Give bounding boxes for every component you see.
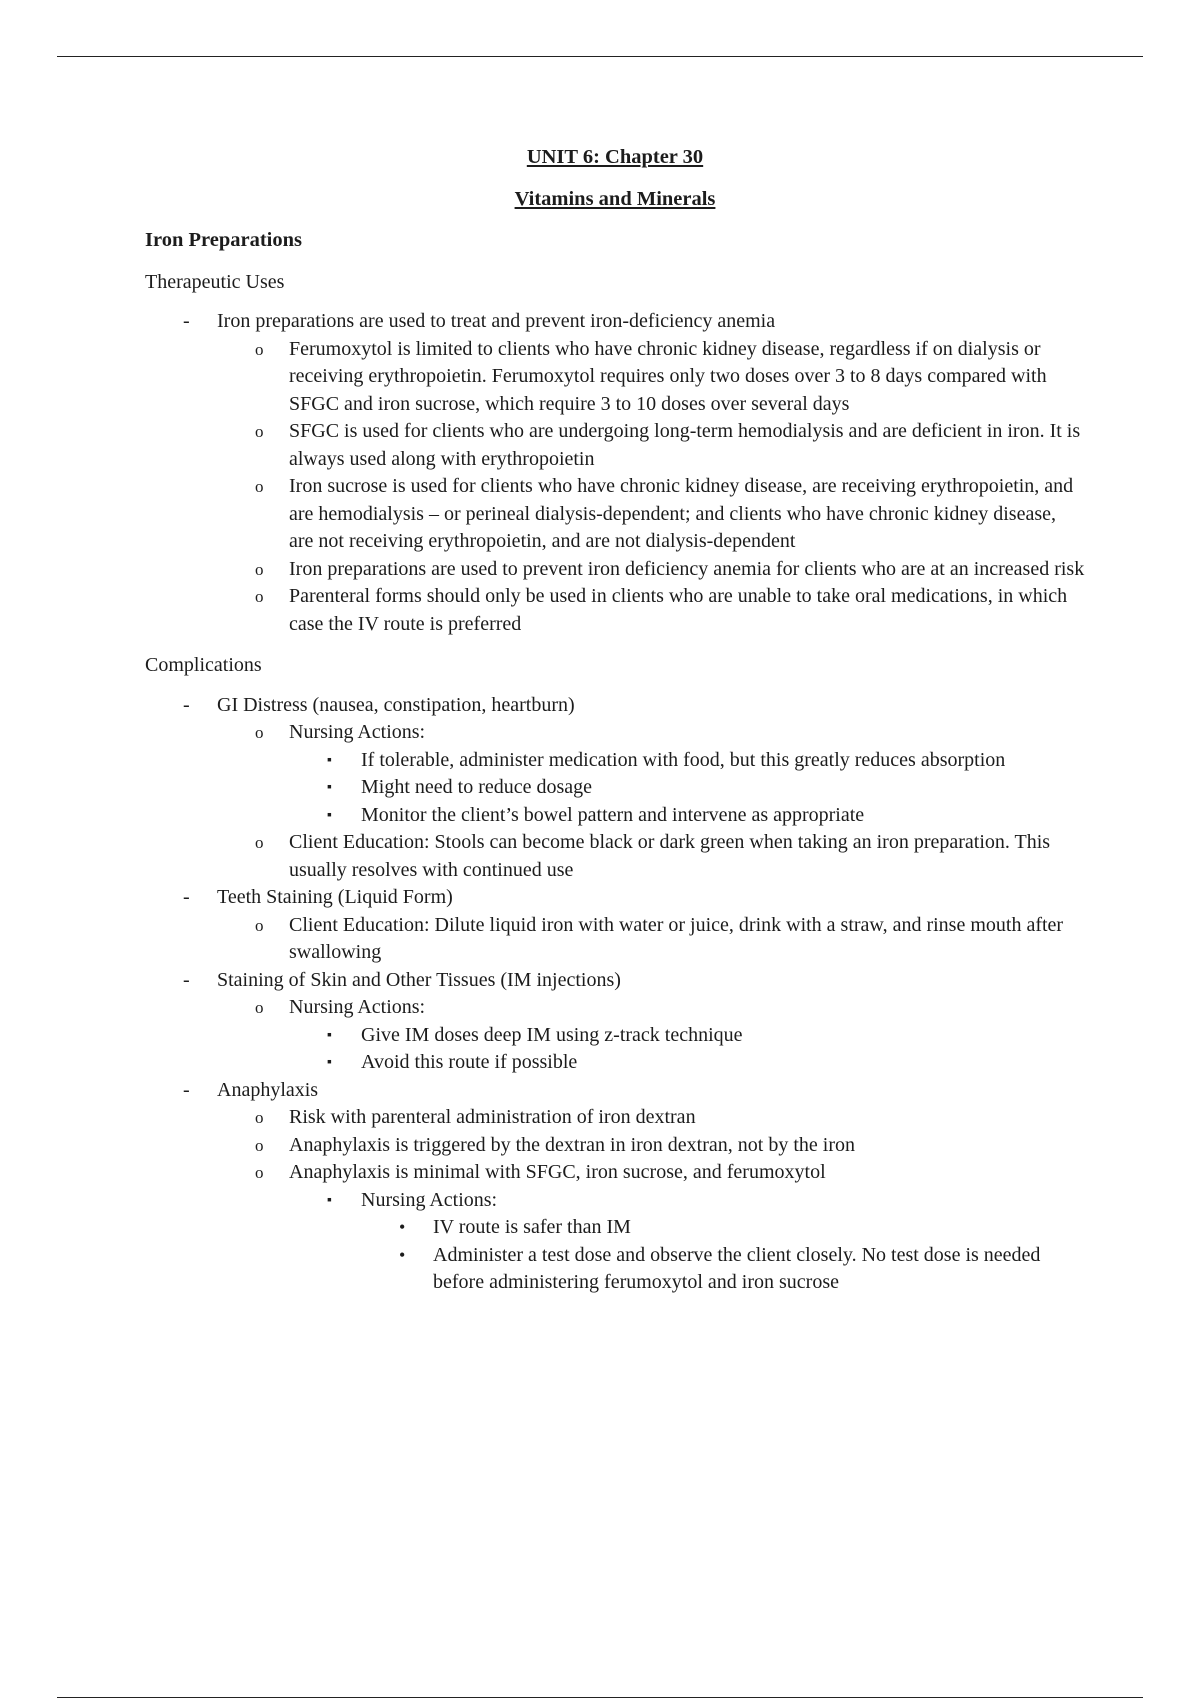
- sub-list: [361, 1214, 1085, 1297]
- square-marker: ▪: [327, 752, 332, 768]
- circle-marker: o: [255, 998, 264, 1017]
- list-item-text: Anaphylaxis is minimal with SFGC, iron sucrose, and ferumoxytol: [289, 1161, 826, 1183]
- list-item: [217, 719, 1085, 829]
- list-item-text: Ferumoxytol is limited to clients who have chronic kidney disease, regardless if on dialysis or receiving erythropoietin. Ferumoxytol requires only two doses over 3 to 8 days compared with SFGC and iron sucrose, which require 3 to 10 doses over several days: [289, 337, 1047, 415]
- list-item: [289, 774, 1085, 802]
- circle-marker: o: [255, 477, 264, 496]
- list-item-text: Parenteral forms should only be used in clients who are unable to take oral medications, in which case the IV route is preferred: [289, 585, 1068, 635]
- list-item-text: Iron preparations are used to treat and prevent iron-deficiency anemia: [217, 310, 776, 332]
- list-item-text: If tolerable, administer medication with food, but this greatly reduces absorption: [361, 748, 1006, 771]
- therapeutic-uses-heading: Therapeutic Uses: [145, 270, 285, 293]
- dash-marker: -: [183, 886, 190, 908]
- list-item: [217, 1132, 1085, 1160]
- circle-marker: o: [255, 915, 264, 935]
- list-item: [289, 1022, 1085, 1050]
- list-item-text: Client Education: Stools can become black or dark green when taking an iron preparation. This usually resolves with continued use: [289, 831, 1051, 881]
- list-item-text: Avoid this route if possible: [361, 1051, 578, 1073]
- dash-marker: -: [183, 968, 190, 991]
- list-item: [217, 336, 1085, 419]
- list-item-text: Anaphylaxis: [217, 1078, 319, 1101]
- page-title: UNIT 6: Chapter 30: [526, 146, 704, 168]
- square-marker: ▪: [327, 807, 332, 823]
- sub-list: [289, 1187, 1085, 1297]
- top-rule: [57, 56, 1143, 57]
- list-item-text: Nursing Actions:: [289, 721, 426, 743]
- sub-list: [289, 747, 1085, 830]
- bullet-marker: •: [399, 1244, 406, 1265]
- dash-marker: -: [183, 310, 190, 332]
- square-marker: ▪: [327, 1192, 332, 1208]
- list-item: [361, 1242, 1085, 1297]
- list-item: [289, 747, 1085, 775]
- list-item: [289, 1187, 1085, 1297]
- list-item-text: GI Distress (nausea, constipation, heartburn): [217, 693, 575, 716]
- list-item: [289, 802, 1085, 830]
- circle-marker: o: [255, 422, 264, 441]
- list-item-text: Staining of Skin and Other Tissues (IM injections): [217, 968, 621, 991]
- document-body: [145, 140, 1085, 1297]
- sub-list: [289, 1022, 1085, 1077]
- list-item: [217, 994, 1085, 1077]
- bullet-marker: •: [399, 1217, 406, 1237]
- circle-marker: o: [255, 1163, 264, 1182]
- dash-marker: -: [183, 1078, 190, 1101]
- square-marker: ▪: [327, 1055, 332, 1070]
- bottom-rule: [57, 1697, 1143, 1698]
- complications-list: [145, 692, 1085, 1297]
- list-item-text: Anaphylaxis is triggered by the dextran in iron dextran, not by the iron: [289, 1133, 855, 1156]
- list-item-text: Monitor the client’s bowel pattern and intervene as appropriate: [361, 803, 865, 826]
- list-item-text: Iron sucrose is used for clients who have chronic kidney disease, are receiving erythropoietin, and are hemodialysis – or perineal dialysis-dependent; and clients who have chronic kidney disease, are not receiving erythropoietin, and are not dialysis-dependent: [289, 475, 1074, 552]
- circle-marker: o: [255, 587, 264, 606]
- list-item: [361, 1214, 1085, 1242]
- list-item: [217, 418, 1085, 473]
- list-item-text: Nursing Actions:: [361, 1188, 498, 1211]
- list-item: [217, 912, 1085, 967]
- list-item: [217, 583, 1085, 638]
- section-heading: Iron Preparations: [145, 229, 302, 251]
- circle-marker: o: [255, 1108, 264, 1127]
- list-item: [145, 308, 1085, 638]
- list-item: [217, 1104, 1085, 1132]
- circle-marker: o: [255, 339, 264, 359]
- list-item: [289, 1049, 1085, 1077]
- list-item-text: SFGC is used for clients who are undergoing long-term hemodialysis and are deficient in iron. It is always used along with erythropoietin: [289, 420, 1081, 470]
- list-item-text: Risk with parenteral administration of iron dextran: [289, 1106, 696, 1128]
- list-item: [217, 829, 1085, 884]
- list-item-text: Administer a test dose and observe the client closely. No test dose is needed before administering ferumoxytol and iron sucrose: [433, 1243, 1041, 1293]
- list-item-text: Client Education: Dilute liquid iron with water or juice, drink with a straw, and rinse mouth after swallowing: [289, 913, 1064, 963]
- sub-list: [217, 336, 1085, 639]
- square-marker: ▪: [327, 780, 332, 795]
- list-item: [145, 1077, 1085, 1297]
- list-item: [217, 556, 1085, 584]
- list-item-text: Might need to reduce dosage: [361, 776, 593, 798]
- page-subtitle: Vitamins and Minerals: [514, 187, 716, 210]
- list-item: [217, 1159, 1085, 1297]
- list-item: [217, 473, 1085, 556]
- circle-marker: o: [255, 559, 264, 579]
- sub-list: [217, 994, 1085, 1077]
- list-item: [145, 692, 1085, 885]
- list-item-text: Nursing Actions:: [289, 996, 426, 1018]
- circle-marker: o: [255, 833, 264, 852]
- sub-list: [217, 912, 1085, 967]
- circle-marker: o: [255, 723, 264, 742]
- complications-heading: Complications: [145, 654, 262, 676]
- sub-list: [217, 719, 1085, 884]
- list-item: [145, 967, 1085, 1077]
- list-item-text: IV route is safer than IM: [433, 1216, 631, 1238]
- list-item-text: Iron preparations are used to prevent iron deficiency anemia for clients who are at an increased risk: [289, 557, 1085, 580]
- list-item: [145, 884, 1085, 967]
- circle-marker: o: [255, 1135, 264, 1155]
- list-item-text: Teeth Staining (Liquid Form): [217, 886, 453, 908]
- dash-marker: -: [183, 693, 190, 716]
- therapeutic-uses-list: [145, 308, 1085, 638]
- sub-list: [217, 1104, 1085, 1297]
- list-item-text: Give IM doses deep IM using z-track technique: [361, 1023, 743, 1046]
- square-marker: ▪: [327, 1027, 332, 1043]
